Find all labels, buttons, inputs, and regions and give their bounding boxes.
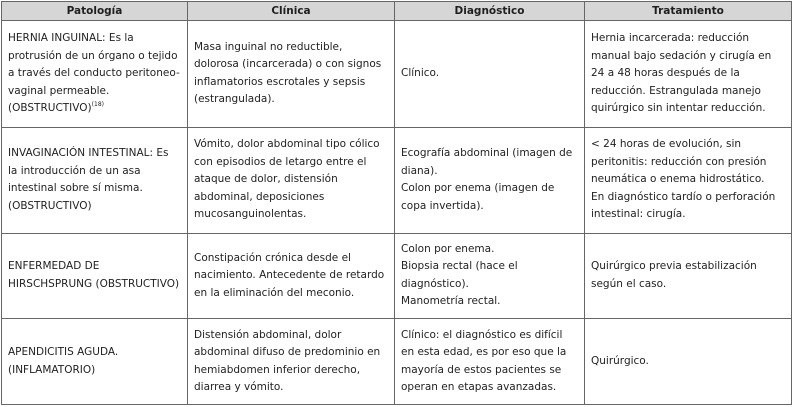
diagnostico-cell [395,319,585,405]
diagnostico-line: Colon por enema (imagen de copa invertida). [401,182,555,212]
tratamiento-cell: Quirúrgico previa estabilización según el caso. [585,233,792,319]
clinica-cell: Distensión abdominal, dolor abdominal difuso de predominio en hemiabdomen inferior derecho, diarrea y vómito. [188,319,395,405]
table-row [2,233,792,319]
diagnostico-line: Biopsia rectal (hace el diagnóstico). [401,260,518,290]
header-patologia: Patología [2,2,188,21]
clinica-cell: Constipación crónica desde el nacimiento. Antecedente de retardo en la eliminación del meconio. [188,233,395,319]
diagnostico-line: Ecografía abdominal (imagen de diana). [401,147,573,177]
tratamiento-line: < 24 horas de evolución, sin peritonitis: reducción con presión neumática o enema hidrostático. [591,138,767,186]
table-row [2,21,792,128]
patologia-cell [2,21,188,128]
clinical-table [1,1,792,405]
diagnostico-cell [395,21,585,128]
patologia-text: HERNIA INGUINAL: Es la protrusión de un órgano o tejido a través del conducto peritoneo-vaginal permeable. (OBSTRUCTIVO) [8,32,180,115]
diagnostico-cell [395,127,585,233]
clinica-cell: Masa inguinal no reductible, dolorosa (incarcerada) o con signos inflamatorios escrotales y sepsis (estrangulada). [188,21,395,128]
header-row [2,2,792,21]
tratamiento-line: En diagnóstico tardío o perforación intestinal: cirugía. [591,190,776,221]
header-tratamiento: Tratamiento [585,2,792,21]
table-row [2,127,792,233]
tratamiento-cell: Quirúrgico. [585,319,792,405]
patologia-cell: ENFERMEDAD DE HIRSCHSPRUNG (OBSTRUCTIVO) [2,233,188,319]
patologia-cell: INVAGINACIÓN INTESTINAL: Es la introducción de un asa intestinal sobre sí misma. (OBSTRUCTIVO) [2,127,188,233]
tratamiento-cell [585,127,792,233]
diagnostico-line: Colon por enema. [401,242,495,255]
clinica-cell: Vómito, dolor abdominal tipo cólico con episodios de letargo entre el ataque de dolor, distensión abdominal, deposiciones mucosanguinolentas. [188,127,395,233]
patologia-cell: APENDICITIS AGUDA. (INFLAMATORIO) [2,319,188,405]
reference-mark: (18) [91,101,104,109]
table-row [2,319,792,405]
diagnostico-line: Clínico. [401,67,440,80]
diagnostico-line: Clínico: el diagnóstico es difícil en esta edad, es por eso que la mayoría de estos pacientes se operan en etapas avanzadas. [401,328,567,394]
header-diagnostico: Diagnóstico [395,2,585,21]
diagnostico-line: Manometría rectal. [401,295,501,308]
header-clinica: Clínica [188,2,395,21]
tratamiento-cell: Hernia incarcerada: reducción manual bajo sedación y cirugía en 24 a 48 horas después de la reducción. Estrangulada manejo quirúrgico sin intentar reducción. [585,21,792,128]
diagnostico-cell [395,233,585,319]
